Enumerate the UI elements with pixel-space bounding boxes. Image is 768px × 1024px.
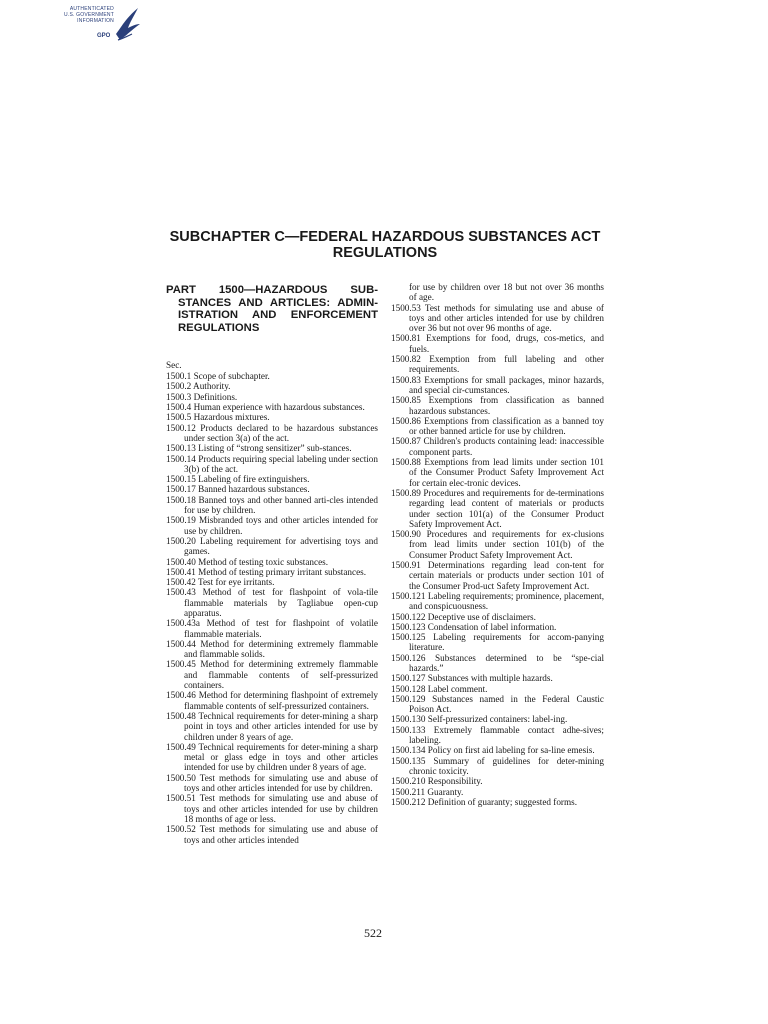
section-entry: 1500.121 Labeling requirements; prominence, placement, and conspicuousness. (391, 590, 604, 612)
section-entry: 1500.4 Human experience with hazardous substances. (166, 402, 365, 413)
section-entry: 1500.15 Labeling of fire extinguishers. (166, 474, 310, 485)
section-entry: 1500.43a Method of test for flashpoint of volatile flammable materials. (166, 618, 378, 639)
section-entry: 1500.45 Method for determining extremely flammable and flammable contents of self-pressurized containers. (166, 659, 378, 691)
section-entry: 1500.211 Guaranty. (391, 786, 464, 797)
section-entry: 1500.130 Self-pressurized containers: label-ing. (391, 714, 568, 725)
section-entry: 1500.5 Hazardous mixtures. (166, 412, 270, 423)
section-entry: 1500.126 Substances determined to be “spe-cial hazards.” (391, 652, 604, 673)
section-entry: 1500.18 Banned toys and other banned arti-cles intended for use by children. (166, 494, 378, 516)
section-list-right (391, 303, 604, 808)
section-entry: 1500.50 Test methods for simulating use and abuse of toys and other articles intended for use by children. (166, 772, 378, 794)
section-entry: 1500.49 Technical requirements for deter-mining a sharp metal or glass edge in toys and other articles intended for use by children under 8 years of age. (166, 741, 378, 773)
section-entry: 1500.85 Exemptions from classification as banned hazardous substances. (391, 395, 604, 416)
section-entry: 1500.12 Products declared to be hazardous substances under section 3(a) of the act. (166, 422, 378, 443)
logo-line-2: U.S. GOVERNMENT (64, 12, 114, 18)
section-entry: 1500.212 Definition of guaranty; suggested forms. (391, 796, 578, 807)
section-entry: 1500.210 Responsibility. (391, 776, 483, 787)
part-title: PART 1500—HAZARDOUS SUB-STANCES AND ARTICLES: ADMIN-ISTRATION AND ENFORCEMENT REGULATIONS (166, 284, 378, 334)
section-entry: 1500.41 Method of testing primary irritant substances. (166, 566, 367, 577)
section-entry: 1500.46 Method for determining flashpoint of extremely flammable contents of self-pressurized containers. (166, 690, 378, 711)
right-column (391, 282, 604, 807)
section-entry: 1500.48 Technical requirements for deter-mining a sharp point in toys and other articles intended for use by children under 8 years of age. (166, 710, 378, 742)
section-entry: 1500.83 Exemptions for small packages, minor hazards, and special cir-cumstances. (391, 374, 604, 395)
section-entry: 1500.82 Exemption from full labeling and other requirements. (391, 354, 604, 375)
section-entry: 1500.43 Method of test for flashpoint of vola-tile flammable materials by Tagliabue open-cup apparatus. (166, 587, 378, 618)
continuation-text: for use by children over 18 but not over 36 months of age. (409, 282, 604, 303)
section-entry: 1500.40 Method of testing toxic substances. (166, 556, 329, 567)
section-entry: 1500.134 Policy on first aid labeling for sa-line emesis. (391, 745, 595, 756)
section-entry: 1500.133 Extremely flammable contact adhe-sives; labeling. (391, 724, 604, 746)
section-entry: 1500.44 Method for determining extremely flammable and flammable solids. (166, 638, 378, 660)
section-entry: 1500.91 Determinations regarding lead con-tent for certain materials or products under section 101 of the Consumer Prod-uct Safety Improvement Act. (391, 560, 604, 591)
section-entry: 1500.81 Exemptions for food, drugs, cos-metics, and fuels. (391, 333, 604, 354)
section-entry: 1500.51 Test methods for simulating use and abuse of toys and other articles intended for use by children 18 months of age or less. (166, 793, 378, 824)
section-entry: 1500.128 Label comment. (391, 683, 488, 694)
gpo-authentication-logo (60, 4, 142, 48)
section-entry: 1500.3 Definitions. (166, 391, 238, 402)
section-entry: 1500.125 Labeling requirements for accom-panying literature. (391, 632, 604, 653)
section-entry: 1500.52 Test methods for simulating use and abuse of toys and other articles intended (166, 824, 378, 845)
page-number: 522 (364, 926, 382, 940)
left-column (166, 284, 378, 845)
section-entry: 1500.19 Misbranded toys and other articles intended for use by children. (166, 515, 378, 536)
section-entry: 1500.122 Deceptive use of disclaimers. (391, 611, 536, 622)
section-entry: 1500.17 Banned hazardous substances. (166, 484, 310, 495)
section-entry: 1500.14 Products requiring special labeling under section 3(b) of the act. (166, 453, 378, 474)
section-entry: 1500.2 Authority. (166, 381, 231, 392)
logo-line-3: INFORMATION (77, 18, 114, 24)
section-entry: 1500.135 Summary of guidelines for deter-mining chronic toxicity. (391, 755, 604, 776)
section-entry: 1500.89 Procedures and requirements for de-terminations regarding lead content of materials or products under section 101(a) of the Consumer Product Safety Improvement Act. (391, 487, 604, 529)
section-entry: 1500.88 Exemptions from lead limits under section 101 of the Consumer Product Safety Improvement Act for certain elec-tronic devices. (391, 457, 604, 488)
section-entry: 1500.90 Procedures and requirements for ex-clusions from lead limits under section 101(b) of the Consumer Product Safety Improvement Act. (391, 529, 604, 560)
eagle-icon (112, 4, 142, 46)
section-list-left (166, 371, 378, 845)
section-entry: 1500.123 Condensation of label information. (391, 621, 557, 632)
logo-line-1: AUTHENTICATED (69, 6, 114, 12)
logo-gpo: GPO (97, 33, 111, 39)
section-entry: 1500.53 Test methods for simulating use and abuse of toys and other articles intended for use by children over 36 but not over 96 months of age. (391, 302, 604, 334)
section-entry: 1500.20 Labeling requirement for advertising toys and games. (166, 535, 378, 557)
section-entry: 1500.87 Children's products containing lead: inaccessible component parts. (391, 436, 604, 457)
section-entry: 1500.86 Exemptions from classification as a banned toy or other banned article for use by children. (391, 415, 604, 437)
subchapter-title: SUBCHAPTER C—FEDERAL HAZARDOUS SUBSTANCES ACT REGULATIONS (169, 229, 601, 261)
section-entry: 1500.1 Scope of subchapter. (166, 371, 270, 382)
sec-label: Sec. (166, 360, 182, 371)
section-entry: 1500.127 Substances with multiple hazards. (391, 673, 553, 684)
section-entry: 1500.42 Test for eye irritants. (166, 577, 275, 588)
section-entry: 1500.129 Substances named in the Federal Caustic Poison Act. (391, 693, 604, 715)
section-entry: 1500.13 Listing of “strong sensitizer” sub-stances. (166, 443, 352, 454)
